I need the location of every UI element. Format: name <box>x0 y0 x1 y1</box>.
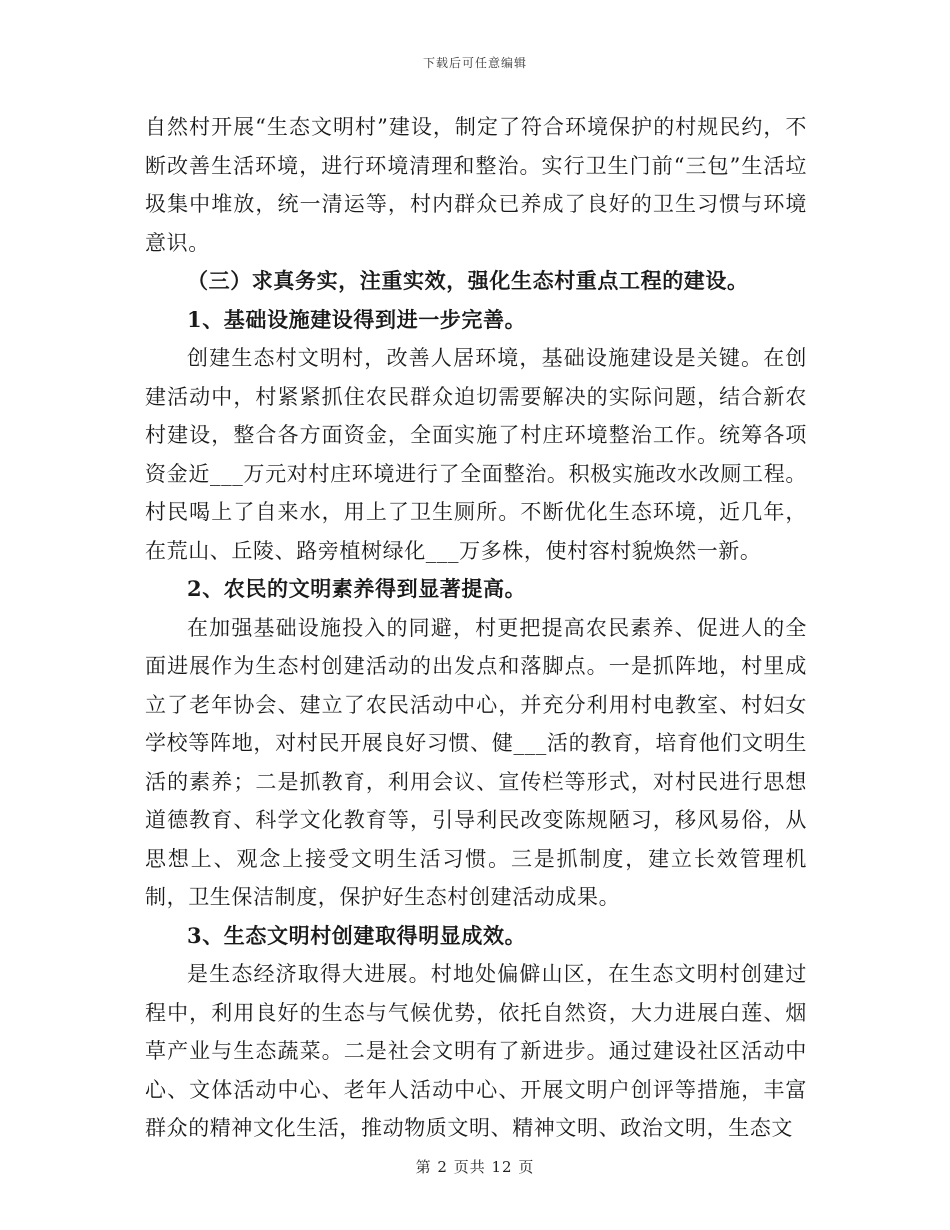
document-body <box>145 108 807 1148</box>
paragraph-infrastructure: 创建生态村文明村，改善人居环境，基础设施建设是关键。在创建活动中，村紧紧抓住农民群众迫切需要解决的实际问题，结合新农村建设，整合各方面资金，全面实施了村庄环境整治工作。统筹各项资金近___万元对村庄环境进行了全面整治。积极实施改水改厕工程。村民喝上了自来水，用上了卫生厕所。不断优化生态环境，近几年，在荒山、丘陵、路旁植树绿化___万多株，使村容村貌焕然一新。 <box>145 346 807 563</box>
subsection-heading-1: 1、基础设施建设得到进一步完善。 <box>187 306 527 332</box>
subsection-heading-3: 3、生态文明村创建取得明显成效。 <box>187 922 527 948</box>
section-heading: （三）求真务实，注重实效，强化生态村重点工程的建设。 <box>187 268 749 293</box>
page-footer: 第 2 页共 12 页 <box>415 1158 535 1176</box>
paragraph-literacy: 在加强基础设施投入的同避，村更把提高农民素养、促进人的全面进展作为生态村创建活动的出发点和落脚点。一是抓阵地，村里成立了老年协会、建立了农民活动中心，并充分利用村电教室、村妇女学校等阵地，对村民开展良好习惯、健___活的教育，培育他们文明生活的素养；二是抓教育，利用会议、宣传栏等形式，对村民进行思想道德教育、科学文化教育等，引导利民改变陈规陋习，移风易俗，从思想上、观念上接受文明生活习惯。三是抓制度，建立长效管理机制，卫生保洁制度，保护好生态村创建活动成果。 <box>145 615 807 909</box>
paragraph-results: 是生态经济取得大进展。村地处偏僻山区，在生态文明村创建过程中，利用良好的生态与气候优势，依托自然资，大力进展白莲、烟草产业与生态蔬菜。二是社会文明有了新进步。通过建设社区活动中心、文体活动中心、老年人活动中心、开展文明户创评等措施，丰富群众的精神文化生活，推动物质文明、精神文明、政治文明，生态文 <box>145 962 807 1140</box>
page-header: 下载后可任意编辑 <box>422 56 527 70</box>
paragraph-continued: 自然村开展“生态文明村”建设，制定了符合环境保护的村规民约，不断改善生活环境，进行环境清理和整治。实行卫生门前“三包”生活垃圾集中堆放，统一清运等，村内群众已养成了良好的卫生习惯与环境意识。 <box>145 115 807 255</box>
subsection-heading-2: 2、农民的文明素养得到显著提高。 <box>187 576 527 601</box>
